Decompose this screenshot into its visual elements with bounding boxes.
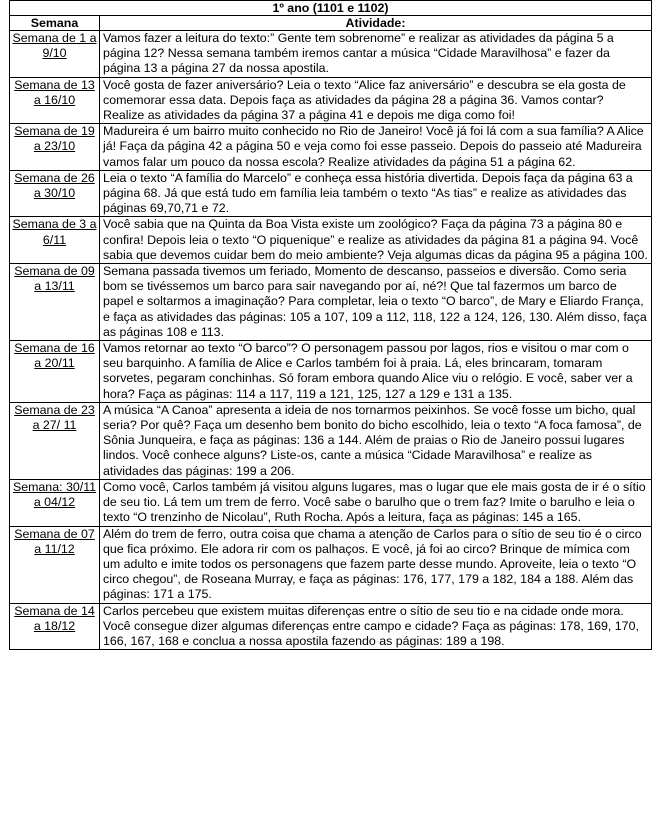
activity-cell: Vamos fazer a leitura do texto:” Gente tem sobrenome” e realizar as atividades da página 5 a página 12? Nessa semana também iremos cantar a música “Cidade Maravilhosa” e fazer da página 13 a página 27 da nossa apostila. [100, 31, 652, 78]
week-cell [10, 402, 100, 479]
week-cell [10, 77, 100, 124]
activity-cell: Madureira é um bairro muito conhecido no Rio de Janeiro! Você já foi lá com a sua família? A Alice já! Faça da página 42 a página 50 e veja como foi esse passeio. Depois do passeio até Madureira vamos falar um pouco da nossa escola? Realize atividades da página 51 a página 62. [100, 124, 652, 171]
schedule-table [9, 0, 652, 650]
activity-cell: Como você, Carlos também já visitou alguns lugares, mas o lugar que ele mais gosta de ir é o sítio de seu tio. Lá tem um trem de ferro. Você sabe o barulho que o trem faz? Imite o barulho e leia o texto “O trenzinho de Nicolau”, Ruth Rocha. Após a leitura, faça as páginas: 145 a 165. [100, 479, 652, 526]
table-row [10, 31, 652, 78]
week-label: Semana de 19 a 23/10 [14, 124, 95, 154]
title-row [10, 1, 652, 16]
table-row [10, 402, 652, 479]
week-cell [10, 31, 100, 78]
week-label: Semana de 26 a 30/10 [14, 170, 95, 201]
activity-cell: Leia o texto “A família do Marcelo” e conheça essa história divertida. Depois faça da página 63 a página 68. Já que está tudo em família leia também o texto “As tias” e realize as atividades das páginas 69,70,71 e 72. [100, 170, 652, 217]
activity-cell: A música “A Canoa” apresenta a ideia de nos tornarmos peixinhos. Se você fosse um bicho, qual seria? Por quê? Faça um desenho bem bonito do bicho escolhido, leia o texto “A foca famosa”, de Sônia Junqueira, e faça as páginas: 136 a 144. Além de praias o Rio de Janeiro possui lugares lindos. Você conhece alguns? Liste-os, cante a música “Cidade Maravilhosa” e realize as atividades das páginas: 199 a 206. [100, 402, 652, 479]
week-column-header: Semana [10, 16, 100, 31]
week-label: Semana de 3 a 6/11 [12, 217, 97, 247]
activity-cell: Carlos percebeu que existem muitas diferenças entre o sítio de seu tio e na cidade onde mora. Você consegue dizer algumas diferenças entre campo e cidade? Faça as páginas: 178, 169, 170, 166, 167, 168 e conclua a nossa apostila fazendo as páginas: 189 a 198. [100, 603, 652, 650]
activity-column-header: Atividade: [100, 16, 652, 31]
activity-cell: Semana passada tivemos um feriado, Momento de descanso, passeios e diversão. Como seria bom se tivéssemos um barco para sair navegando por aí, né?! Que tal fazermos um barco de papel e soltarmos a imaginação? Para completar, leia o texto “O barco”, de Mary e Eliardo França, e faça as atividades das páginas: 105 a 107, 109 a 112, 118, 122 a 124, 126, 130. Além disso, faça as páginas 108 e 113. [100, 264, 652, 341]
table-row [10, 341, 652, 403]
week-label: Semana de 07 a 11/12 [14, 526, 95, 556]
week-label: Semana de 09 a 13/11 [14, 264, 95, 294]
table-row [10, 124, 652, 171]
week-label: Semana de 13 a 16/10 [14, 77, 95, 107]
table-title: 1º ano (1101 e 1102) [10, 1, 652, 16]
table-row [10, 479, 652, 526]
week-cell [10, 170, 100, 217]
week-label: Semana de 23 a 27/ 11 [14, 402, 95, 433]
week-cell [10, 526, 100, 603]
week-cell [10, 479, 100, 526]
week-label: Semana de 1 a 9/10 [12, 31, 97, 61]
activity-cell: Vamos retornar ao texto “O barco”? O personagem passou por lagos, rios e visitou o mar com o seu barquinho. A família de Alice e Carlos também foi à praia. Lá, eles brincaram, tomaram sorvetes, pegaram conchinhas. Só foram embora quando Alice viu o relógio. E você, saber ver a hora? Faça as páginas: 114 a 117, 119 a 121, 125, 127 a 129 e 131 a 135. [100, 341, 652, 403]
week-cell [10, 341, 100, 403]
week-cell [10, 124, 100, 171]
table-row [10, 77, 652, 124]
week-label: Semana de 16 a 20/11 [14, 341, 95, 371]
week-label: Semana de 14 a 18/12 [14, 603, 95, 633]
schedule-sheet [9, 0, 651, 650]
week-cell [10, 217, 100, 264]
week-cell [10, 264, 100, 341]
table-row [10, 217, 652, 264]
activity-cell: Você gosta de fazer aniversário? Leia o texto “Alice faz aniversário” e descubra se ela gosta de comemorar essa data. Depois faça as atividades da página 28 a página 36. Vamos contar? Realize as atividades da página 37 a página 41 e depois me diga como foi! [100, 77, 652, 124]
table-row [10, 603, 652, 650]
table-row [10, 170, 652, 217]
week-label: Semana: 30/11 a 04/12 [12, 479, 97, 510]
activity-cell: Você sabia que na Quinta da Boa Vista existe um zoológico? Faça da página 73 a página 80 e confira! Depois leia o texto “O piquenique” e realize as atividades da página 81 a página 94. Você sabia que devemos cuidar bem do meio ambiente? Veja algumas dicas da página 95 a página 100. [100, 217, 652, 264]
activity-cell: Além do trem de ferro, outra coisa que chama a atenção de Carlos para o sítio de seu tio é o circo que fica próximo. Ele adora rir com os palhaços. E você, já foi ao circo? Brinque de mímica com um adulto e imite todos os personagens que fazem parte desse mundo. Aproveite, leia o texto “O circo chegou”, de Roseana Murray, e faça as páginas: 176, 177, 179 a 182, 184 a 188. Além das páginas: 171 a 175. [100, 526, 652, 603]
table-row [10, 264, 652, 341]
week-cell [10, 603, 100, 650]
table-row [10, 526, 652, 603]
header-row [10, 16, 652, 31]
